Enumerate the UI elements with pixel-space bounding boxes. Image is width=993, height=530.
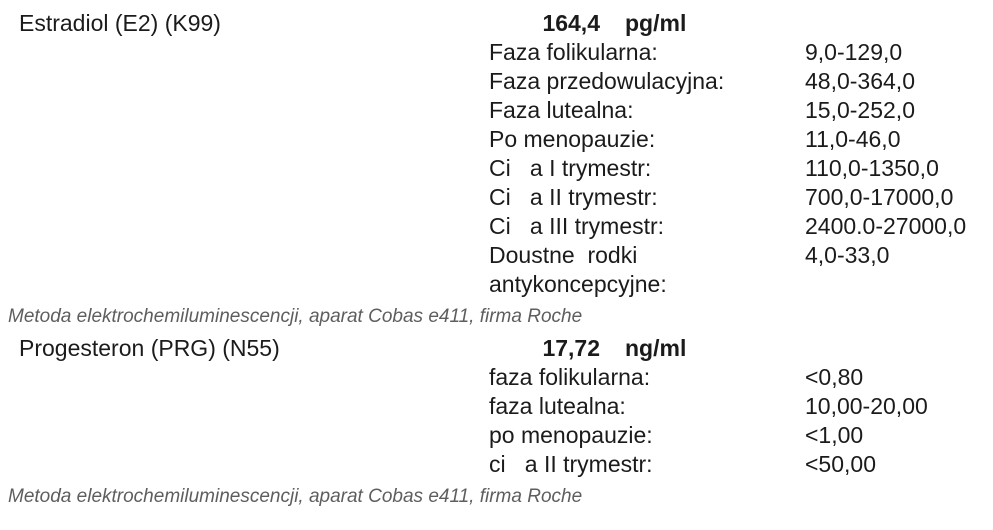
- reference-range-row: [0, 450, 993, 479]
- reference-range-row: [0, 67, 993, 96]
- reference-range-row: [0, 270, 993, 299]
- reference-range-value: 15,0-252,0: [805, 97, 915, 123]
- test-name: Progesteron (PRG) (N55): [19, 335, 280, 361]
- reference-range-label: po menopauzie:: [489, 422, 653, 448]
- reference-range-value: <50,00: [805, 451, 876, 477]
- result-value: 17,72: [542, 335, 600, 361]
- reference-range-row: [0, 363, 993, 392]
- reference-range-label: antykoncepcyjne:: [489, 271, 667, 297]
- reference-range-row: [0, 212, 993, 241]
- reference-range-value: 700,0-17000,0: [805, 184, 954, 210]
- reference-range-row: [0, 241, 993, 270]
- reference-range-label: Ci a III trymestr:: [489, 213, 665, 239]
- reference-range-value: 110,0-1350,0: [805, 155, 939, 181]
- reference-range-value: 4,0-33,0: [805, 242, 890, 268]
- reference-range-row: [0, 96, 993, 125]
- test-section-estradiol: [0, 9, 993, 328]
- reference-range-value: 9,0-129,0: [805, 39, 903, 65]
- reference-range-value: 48,0-364,0: [805, 68, 915, 94]
- reference-range-value: 2400.0-27000,0: [805, 213, 967, 239]
- reference-range-label: Ci a II trymestr:: [489, 184, 658, 210]
- result-unit: ng/ml: [625, 335, 687, 361]
- reference-range-label: Ci a I trymestr:: [489, 155, 652, 181]
- test-header-row: [0, 334, 993, 363]
- reference-range-value: [805, 270, 993, 299]
- reference-range-label: Faza przedowulacyjna:: [489, 68, 725, 94]
- reference-range-label: Doustne rodki: [489, 242, 638, 268]
- test-name: Estradiol (E2) (K99): [19, 10, 221, 36]
- reference-range-row: [0, 125, 993, 154]
- reference-range-row: [0, 38, 993, 67]
- reference-range-label: Po menopauzie:: [489, 126, 656, 152]
- test-header-row: [0, 9, 993, 38]
- reference-range-row: [0, 392, 993, 421]
- reference-range-value: <0,80: [805, 364, 864, 390]
- reference-range-row: [0, 154, 993, 183]
- reference-range-label: ci a II trymestr:: [489, 451, 653, 477]
- method-note: Metoda elektrochemiluminescencji, aparat Cobas e411, firma Roche: [8, 306, 583, 327]
- result-value: 164,4: [542, 10, 600, 36]
- reference-range-label: Faza lutealna:: [489, 97, 634, 123]
- reference-range-label: faza lutealna:: [489, 393, 626, 419]
- reference-range-row: [0, 421, 993, 450]
- reference-range-row: [0, 183, 993, 212]
- method-note: Metoda elektrochemiluminescencji, aparat Cobas e411, firma Roche: [8, 486, 583, 507]
- lab-report-page: [0, 9, 993, 508]
- reference-range-label: faza folikularna:: [489, 364, 651, 390]
- result-unit: pg/ml: [625, 10, 687, 36]
- reference-range-label: Faza folikularna:: [489, 39, 658, 65]
- reference-range-value: 11,0-46,0: [805, 126, 901, 152]
- reference-range-value: <1,00: [805, 422, 864, 448]
- test-section-progesteron: [0, 334, 993, 508]
- reference-range-value: 10,00-20,00: [805, 393, 928, 419]
